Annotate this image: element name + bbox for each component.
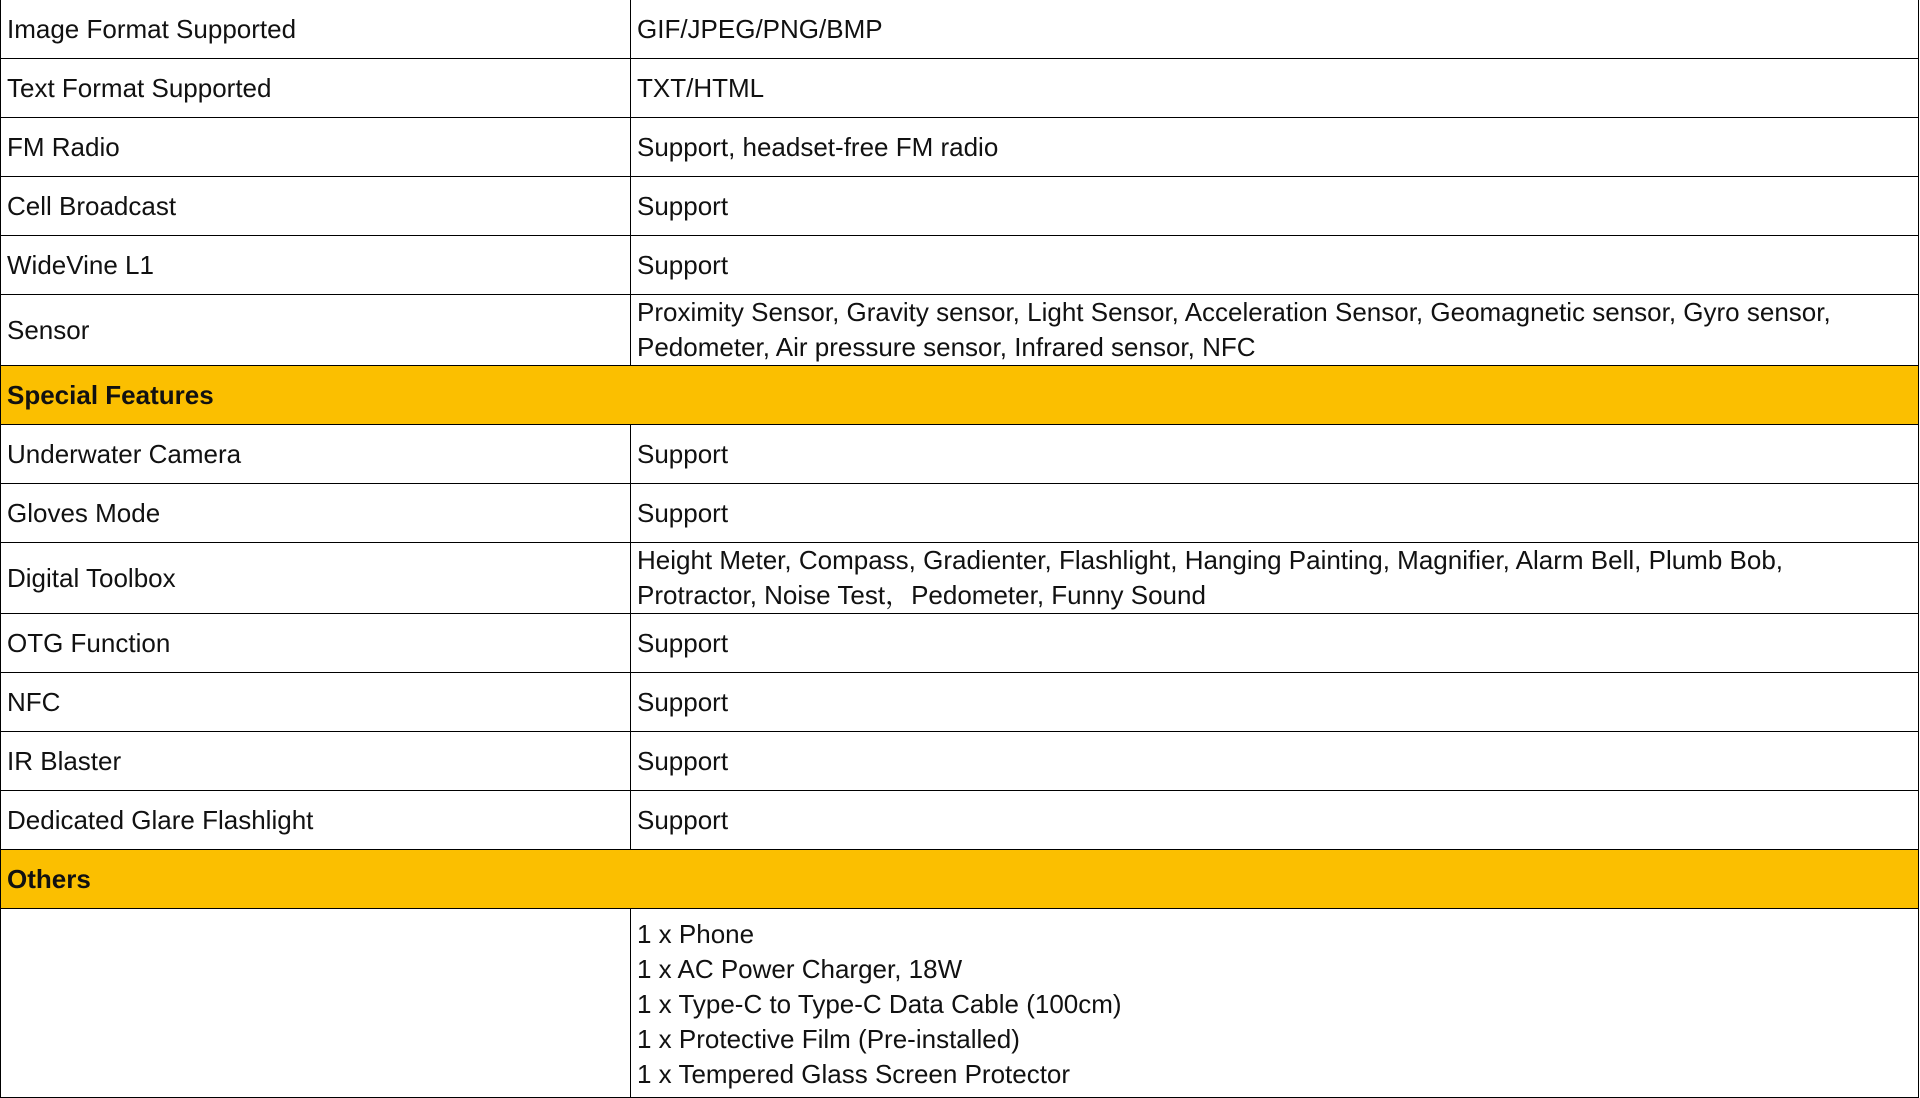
table-row [1,0,1919,59]
spec-label: Sensor [1,295,631,366]
spec-value: Support [631,791,1919,850]
package-item: 1 x AC Power Charger, 18W [637,954,963,984]
spec-label: Dedicated Glare Flashlight [1,791,631,850]
table-row [1,236,1919,295]
spec-label: Gloves Mode [1,484,631,543]
table-row [1,177,1919,236]
spec-value: TXT/HTML [631,59,1919,118]
table-row-package [1,909,1919,1098]
table-row [1,732,1919,791]
spec-value: GIF/JPEG/PNG/BMP [631,0,1919,59]
spec-label [1,909,631,1098]
table-row-toolbox [1,543,1919,614]
spec-label: Underwater Camera [1,425,631,484]
spec-value: Support, headset-free FM radio [631,118,1919,177]
table-row [1,484,1919,543]
spec-label: Digital Toolbox [1,543,631,614]
section-header-row [1,366,1919,425]
spec-value: Support [631,236,1919,295]
spec-value-multiline [631,295,1919,366]
spec-value: Support [631,614,1919,673]
table-row [1,425,1919,484]
table-row [1,118,1919,177]
spec-value: Support [631,484,1919,543]
table-row [1,59,1919,118]
spec-value-line: Pedometer, Air pressure sensor, Infrared sensor, NFC [637,332,1256,362]
package-item: 1 x Protective Film (Pre-installed) [637,1024,1020,1054]
package-item: 1 x Type-C to Type-C Data Cable (100cm) [637,989,1122,1019]
section-title-others: Others [1,850,1919,909]
table-row [1,614,1919,673]
package-item: 1 x Tempered Glass Screen Protector [637,1059,1071,1089]
spec-value: Support [631,673,1919,732]
spec-label: Cell Broadcast [1,177,631,236]
spec-value-line: Proximity Sensor, Gravity sensor, Light Sensor, Acceleration Sensor, Geomagnetic sensor, Gyro sensor, [637,297,1831,327]
table-row-sensor [1,295,1919,366]
table-row [1,673,1919,732]
spec-label: NFC [1,673,631,732]
package-contents [631,909,1919,1098]
spec-label: OTG Function [1,614,631,673]
spec-value: Support [631,425,1919,484]
spec-value-multiline [631,543,1919,614]
table-row [1,791,1919,850]
spec-label: WideVine L1 [1,236,631,295]
spec-label: FM Radio [1,118,631,177]
section-title-special-features: Special Features [1,366,1919,425]
spec-label: IR Blaster [1,732,631,791]
spec-value: Support [631,177,1919,236]
section-header-row [1,850,1919,909]
spec-value: Support [631,732,1919,791]
spec-value-line: Height Meter, Compass, Gradienter, Flashlight, Hanging Painting, Magnifier, Alarm Bell, Plumb Bob, [637,545,1784,575]
package-item: 1 x Phone [637,919,755,949]
spec-value-line: Protractor, Noise Test，Pedometer, Funny Sound [637,580,1206,610]
spec-label: Text Format Supported [1,59,631,118]
spec-label: Image Format Supported [1,0,631,59]
